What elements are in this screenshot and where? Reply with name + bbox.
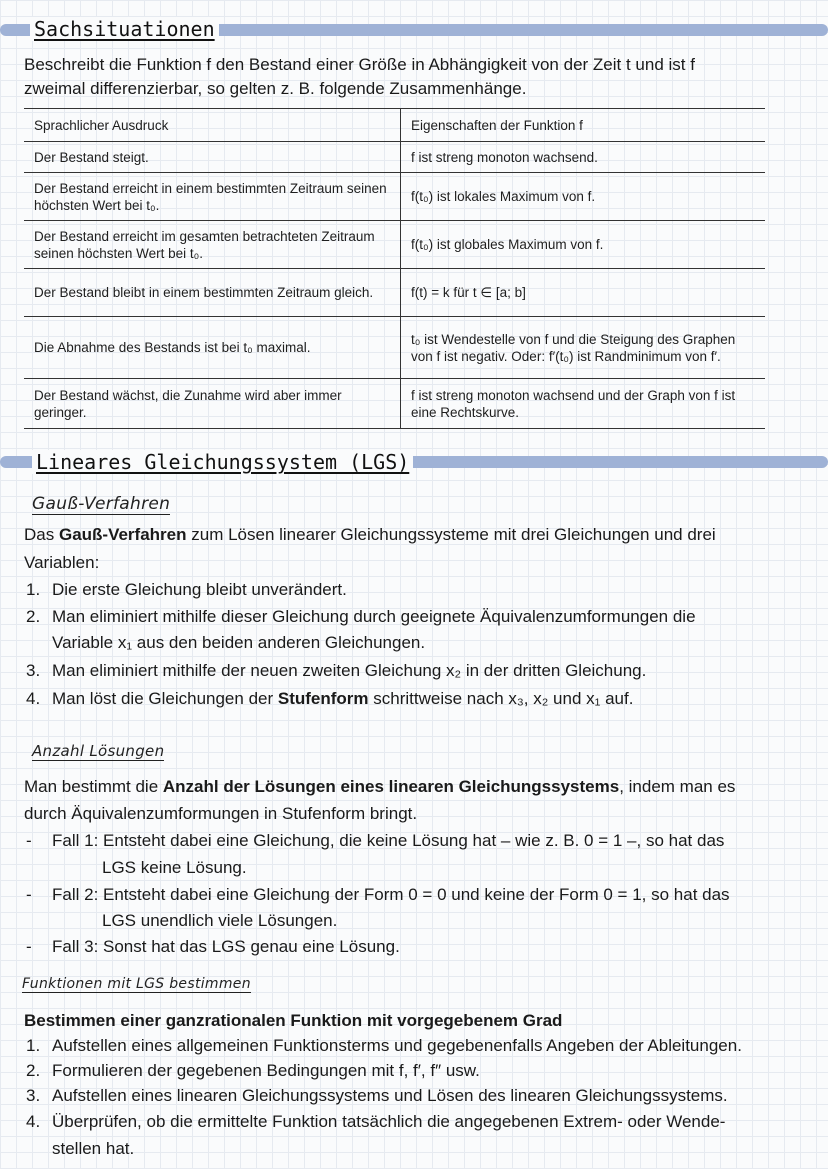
case-text: Fall 1: Entsteht dabei eine Gleichung, die keine Lösung hat – wie z. B. 0 = 1 –, so hat das: [52, 831, 725, 850]
list-item: [26, 1083, 728, 1109]
anzahl-intro-post: , indem man es: [619, 777, 736, 796]
table-cell: f(t) = k für t ∈ [a; b]: [401, 269, 766, 317]
table-cell: Der Bestand steigt.: [24, 142, 401, 173]
list-text-bold: Stufenform: [277, 689, 369, 708]
list-number: 4.: [26, 689, 41, 708]
list-item-continued: stellen hat.: [52, 1139, 135, 1158]
table-cell: f ist streng monoton wachsend.: [401, 142, 766, 173]
list-text-pre: Man löst die Gleichungen der: [52, 689, 278, 708]
table-cell: Der Bestand bleibt in einem bestimmten Zeitraum gleich.: [24, 269, 401, 317]
case-item: [26, 934, 400, 960]
table-header-row: [24, 109, 765, 142]
table-row: [24, 142, 765, 173]
list-item: [26, 1109, 725, 1135]
anzahl-intro: [24, 774, 735, 800]
list-text: Man eliminiert mithilfe dieser Gleichung durch geeignete Äquivalenzumformungen die: [52, 607, 696, 626]
table-row: [24, 379, 765, 429]
dash-bullet: -: [26, 885, 32, 904]
intro-line-2: zweimal differenzierbar, so gelten z. B. folgende Zusammenhänge.: [24, 79, 527, 98]
handwritten-heading-funktionen: Funktionen mit LGS bestimmen: [22, 976, 251, 992]
table-header-cell: Sprachlicher Ausdruck: [24, 109, 401, 142]
section-title-sachsituationen: Sachsituationen: [30, 17, 219, 41]
table-cell: Die Abnahme des Bestands ist bei t₀ maximal.: [24, 317, 401, 379]
case-text: Fall 2: Entsteht dabei eine Gleichung der Form 0 = 0 und keine der Form 0 = 1, so hat das: [52, 885, 730, 904]
list-item-continued: Variable x₁ aus den beiden anderen Gleichungen.: [52, 633, 426, 652]
table-row: [24, 173, 765, 221]
list-text: Formulieren der gegebenen Bedingungen mit f, f′, f″ usw.: [52, 1061, 480, 1080]
table-cell: f(t₀) ist lokales Maximum von f.: [401, 173, 766, 221]
list-number: 1.: [26, 1036, 41, 1055]
list-text-post: schrittweise nach x₃, x₂ und x₁ auf.: [368, 689, 634, 708]
list-text: Aufstellen eines allgemeinen Funktionsterms und gegebenenfalls Angeben der Ableitungen.: [52, 1036, 742, 1055]
gauss-intro-line2: Variablen:: [24, 553, 100, 572]
list-item: [26, 577, 347, 603]
list-item: [26, 1058, 480, 1084]
table-cell: Der Bestand wächst, die Zunahme wird aber immer geringer.: [24, 379, 401, 429]
list-number: 3.: [26, 661, 41, 680]
list-item: [26, 686, 633, 712]
table-row: [24, 269, 765, 317]
list-item: [26, 604, 696, 630]
list-text: Überprüfen, ob die ermittelte Funktion tatsächlich die angegebenen Extrem- oder Wende-: [52, 1112, 726, 1131]
list-number: 2.: [26, 607, 41, 626]
anzahl-intro-pre: Man bestimmt die: [24, 777, 163, 796]
dash-bullet: -: [26, 937, 32, 956]
funktionen-bold-heading: [24, 1008, 562, 1034]
table-row: [24, 221, 765, 269]
anzahl-intro-bold: Anzahl der Lösungen eines linearen Gleichungssystems: [162, 777, 620, 796]
table-row: [24, 317, 765, 379]
table-cell: t₀ ist Wendestelle von f und die Steigung des Graphen von f ist negativ. Oder: f′(t₀) ist Randminimum von f′.: [401, 317, 766, 379]
relations-table: [24, 108, 765, 429]
case-text: Fall 3: Sonst hat das LGS genau eine Lösung.: [52, 937, 400, 956]
case-item-continued: LGS unendlich viele Lösungen.: [102, 911, 338, 930]
gauss-intro: [24, 522, 716, 548]
table-cell: f ist streng monoton wachsend und der Graph von f ist eine Rechtskurve.: [401, 379, 766, 429]
gauss-intro-rest: zum Lösen linearer Gleichungssysteme mit drei Gleichungen und drei: [186, 525, 716, 544]
table-cell: Der Bestand erreicht in einem bestimmten Zeitraum seinen höchsten Wert bei t₀.: [24, 173, 401, 221]
table-cell: Der Bestand erreicht im gesamten betrachteten Zeitraum seinen höchsten Wert bei t₀.: [24, 221, 401, 269]
list-number: 3.: [26, 1086, 41, 1105]
intro-line-1: Beschreibt die Funktion f den Bestand einer Größe in Abhängigkeit von der Zeit t und ist f: [24, 55, 695, 74]
list-text: Die erste Gleichung bleibt unverändert.: [52, 580, 347, 599]
handwritten-heading-anzahl: Anzahl Lösungen: [32, 742, 165, 760]
list-number: 2.: [26, 1061, 41, 1080]
list-text: Man eliminiert mithilfe der neuen zweiten Gleichung x₂ in der dritten Gleichung.: [52, 661, 647, 680]
anzahl-intro-line2: durch Äquivalenzumformungen in Stufenform bringt.: [24, 804, 418, 823]
dash-bullet: -: [26, 831, 32, 850]
table-header-cell: Eigenschaften der Funktion f: [401, 109, 766, 142]
handwritten-heading-gauss: Gauß-Verfahren: [32, 494, 171, 514]
gauss-intro-bold: Gauß-Verfahren: [58, 525, 187, 544]
case-item: [26, 882, 730, 908]
case-item-continued: LGS keine Lösung.: [102, 858, 247, 877]
section-title-lgs: Lineares Gleichungssystem (LGS): [32, 450, 413, 474]
list-item: [26, 1033, 742, 1059]
list-number: 1.: [26, 580, 41, 599]
list-number: 4.: [26, 1112, 41, 1131]
case-item: [26, 828, 724, 854]
list-item: [26, 658, 646, 684]
funktionen-bold-text: Bestimmen einer ganzrationalen Funktion mit vorgegebenem Grad: [24, 1011, 563, 1030]
gauss-intro-prefix: Das: [24, 525, 59, 544]
list-text: Aufstellen eines linearen Gleichungssystems und Lösen des linearen Gleichungssystems.: [52, 1086, 728, 1105]
table-cell: f(t₀) ist globales Maximum von f.: [401, 221, 766, 269]
